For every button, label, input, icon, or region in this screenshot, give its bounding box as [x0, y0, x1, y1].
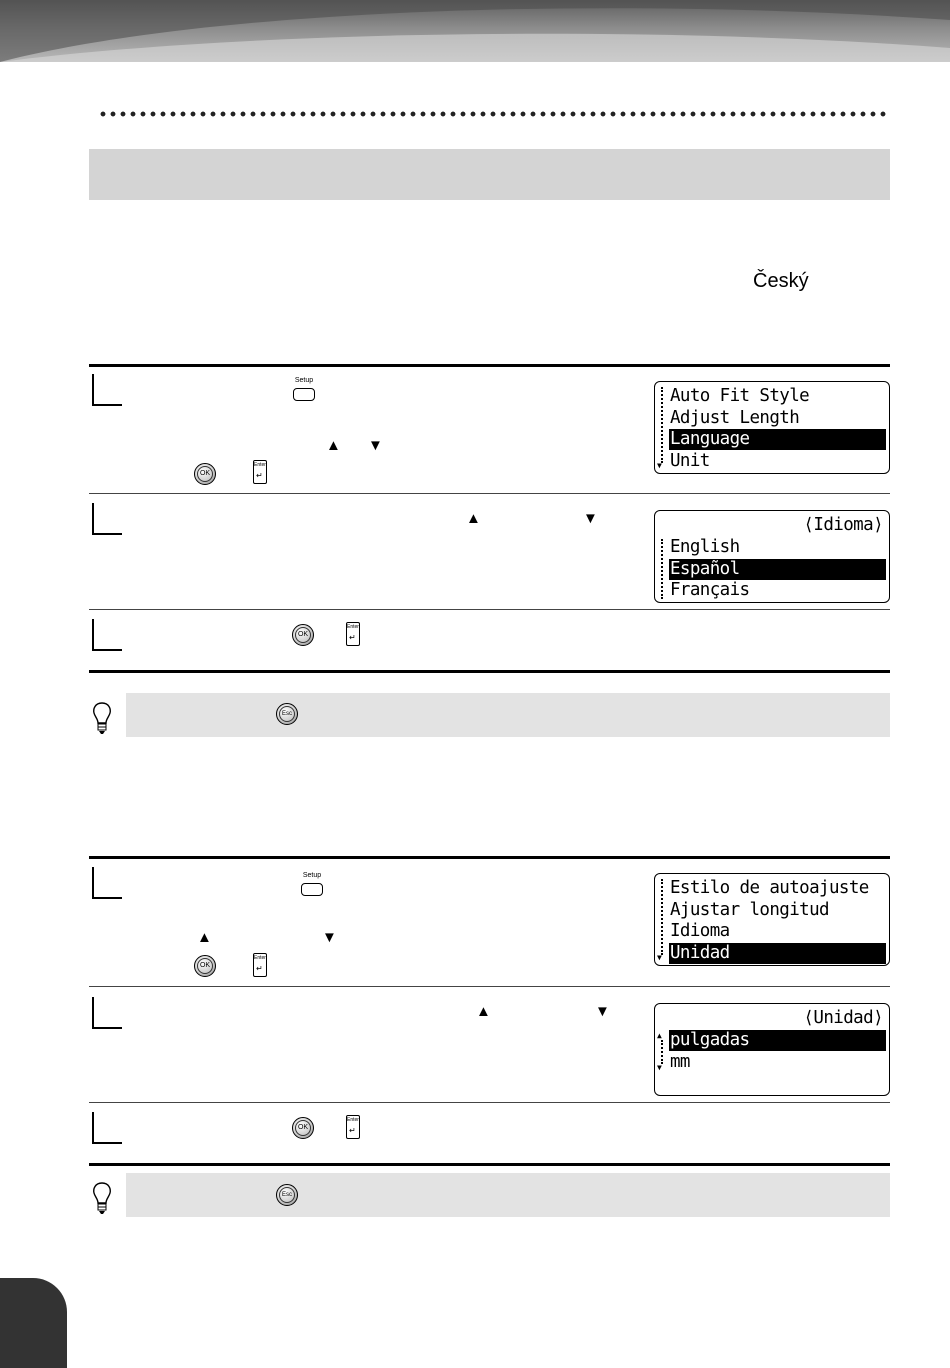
scroll-down-icon: ▼ [657, 461, 662, 470]
scroll-indicator [661, 879, 663, 955]
scroll-indicator [661, 387, 663, 463]
lcd-menu-item: Unit [670, 450, 710, 471]
step-marker-3 [92, 1112, 122, 1144]
lightbulb-icon [91, 701, 113, 735]
setup-key-icon: Setup [293, 377, 315, 403]
enter-key-icon: Enter ↵ [253, 953, 267, 977]
language-note: Český [753, 270, 809, 292]
up-arrow-icon: ▲ [476, 1003, 491, 1020]
procedure-top-rule [89, 364, 890, 367]
scroll-up-icon: ▲ [657, 1031, 662, 1040]
enter-key-icon: Enter ↵ [346, 622, 360, 646]
setup-key-icon: Setup [301, 872, 323, 898]
lcd-menu-item: Idioma [670, 921, 730, 941]
step-divider [89, 493, 890, 494]
ok-key-icon: OK [194, 463, 216, 485]
lcd-menu-item-selected: Unidad [669, 943, 886, 964]
down-arrow-icon: ▼ [595, 1003, 610, 1020]
lcd-menu-item: mm [670, 1051, 690, 1072]
down-arrow-icon: ▼ [583, 510, 598, 527]
dotted-separator [98, 110, 890, 118]
esc-key-icon: Esc [276, 703, 298, 725]
esc-key-icon: Esc [276, 1184, 298, 1206]
up-arrow-icon: ▲ [326, 437, 341, 454]
lcd-header: ⟨Idioma⟩ [803, 515, 883, 535]
step-marker-2 [92, 997, 122, 1029]
lcd-header: ⟨Unidad⟩ [803, 1008, 883, 1028]
ok-key-icon: OK [194, 955, 216, 977]
lcd-menu-item: Ajustar longitud [670, 899, 829, 920]
lcd-setup-menu [654, 873, 890, 966]
ok-key-icon: OK [292, 624, 314, 646]
hint-bar [126, 693, 890, 737]
step-divider [89, 609, 890, 610]
lcd-menu-item: Estilo de autoajuste [670, 878, 869, 898]
header-swoosh [0, 0, 950, 62]
lcd-language-select [654, 510, 890, 603]
scroll-indicator [661, 1040, 663, 1064]
scroll-down-icon: ▼ [657, 953, 662, 962]
enter-key-icon: Enter ↵ [253, 460, 267, 484]
step-marker-2 [92, 503, 122, 535]
up-arrow-icon: ▲ [197, 929, 212, 946]
procedure-bottom-rule [89, 670, 890, 673]
scroll-indicator [661, 539, 663, 599]
procedure-bottom-rule [89, 1163, 890, 1166]
lcd-menu-item-selected: Español [669, 559, 886, 580]
lcd-menu-item: Français [670, 580, 750, 600]
page-header-band [0, 0, 950, 62]
scroll-down-icon: ▼ [657, 1063, 662, 1072]
down-arrow-icon: ▼ [322, 929, 337, 946]
lcd-unit-select [654, 1003, 890, 1096]
down-arrow-icon: ▼ [368, 437, 383, 454]
step-marker-1 [92, 374, 122, 406]
lightbulb-icon [91, 1181, 113, 1215]
hint-bar [126, 1173, 890, 1217]
step-marker-3 [92, 619, 122, 651]
lcd-setup-menu [654, 381, 890, 474]
lcd-menu-item: Adjust Length [670, 407, 800, 428]
lcd-menu-item: Auto Fit Style [670, 386, 810, 406]
lcd-menu-item-selected: Language [669, 429, 886, 450]
enter-key-icon: Enter ↵ [346, 1115, 360, 1139]
lcd-menu-item-selected: pulgadas [669, 1030, 886, 1051]
lcd-menu-item: English [670, 537, 740, 557]
procedure-top-rule [89, 856, 890, 859]
page-number-tab [0, 1278, 67, 1368]
step-marker-1 [92, 867, 122, 899]
step-divider [89, 986, 890, 987]
up-arrow-icon: ▲ [466, 510, 481, 527]
section-title-bar [89, 149, 890, 200]
step-divider [89, 1102, 890, 1103]
ok-key-icon: OK [292, 1117, 314, 1139]
